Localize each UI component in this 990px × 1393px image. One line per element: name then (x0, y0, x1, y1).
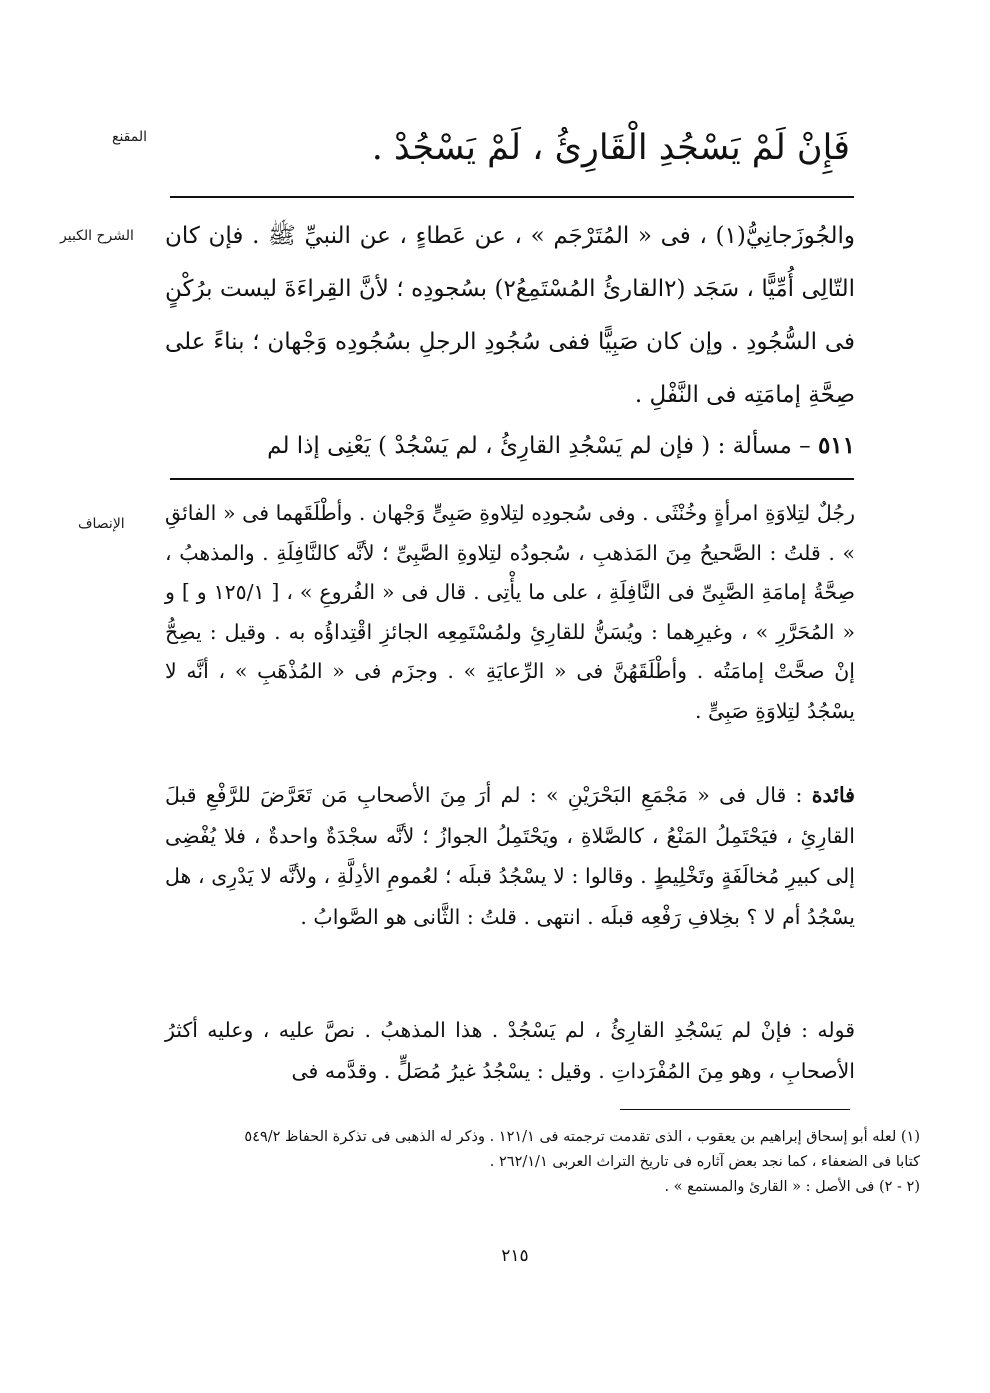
insaf-faida-paragraph (165, 775, 855, 937)
section-divider-top (170, 196, 854, 198)
muqni-text: فَإِنْ لَمْ يَسْجُدِ الْقَارِئُ ، لَمْ يَسْجُدْ . (371, 128, 850, 168)
faida-label: فائدة (811, 783, 855, 807)
sharh-masala (165, 419, 855, 473)
insaf-paragraph-1: رجُلٌ لتِلاوَةِ امرأةٍ وخُنْثَى . وفى سُجودِه لتِلاوةِ صَبِىٍّ وَجْهان . وأطْلَقَهما فى « الفائقِ » . قلتُ : الصَّحيحُ مِنَ المَذهبِ ، سُجودُه لتِلاوةِ الصَّبِىِّ ؛ لأنَّه كالنَّافِلَةِ . والمذهبُ ، صِحَّةُ إمامَةِ الصَّبِىِّ فى النَّافِلَةِ ، على ما يأْتِى . قال فى « الفُروعِ » ، [ ١٢٥/١ و ] و « المُحَرَّرِ » ، وغيرِهما : ويُسَنُّ للقارِئِ ولمُسْتَمِعِه الجائزِ اقْتِداؤُه به . وقيل : يصِحُّ إنْ صحَّتْ إمامَتُه . وأطْلَقَهُنَّ فى « الرِّعايَةِ » . وجزَم فى « المُذْهَبِ » ، أنَّه لا يسْجُدُ لتِلاوَةِ صَبِىٍّ . (165, 501, 855, 723)
page-number: ٢١٥ (501, 1246, 529, 1266)
sharh-text: والجُوزَجانِيُّ(١) ، فى « المُتَرْجَم » ، عن عَطاءٍ ، عن النبيِّ ﷺ . فإن كان التّالِى أُمِّيًّا ، سَجَد (٢القارئُ المُسْتَمِعُ٢) بسُجودِه ؛ لأنَّ القِراءَةَ ليست برُكْنٍ فى السُّجُودِ . وإن كان صَبِيًّا ففى سُجُودِ الرجلِ بسُجُودِه وَجْهان ؛ بناءً على صِحَّةِ إمامَتِه فى النَّفْلِ . (165, 223, 856, 408)
masala-number: ٥١١ (817, 432, 855, 459)
masala-text: – مسألة : ( فإن لم يَسْجُدِ القارِئُ ، لم يَسْجُدْ ) يَعْنِى إذا لم (267, 433, 818, 459)
section-divider-middle (170, 478, 854, 480)
section-label-muqni: المقنع (112, 129, 148, 145)
section-label-insaf: الإنصاف (78, 516, 125, 532)
footnote-2: (٢ - ٢) فى الأصل : « القارئ والمستمع » . (664, 1179, 920, 1195)
section-label-sharh: الشرح الكبير (60, 228, 134, 244)
footnote-1: (١) لعله أبو إسحاق إبراهيم بن يعقوب ، الذى تقدمت ترجمته فى ١٢١/١ . وذكر له الذهبى فى تذكرة الحفاظ ٥٤٩/٢ كتابا فى الضعفاء ، كما نجد بعض آثاره فى تاريخ التراث العربى ٢٦٢/١/١ . (244, 1129, 920, 1170)
footnote-divider (620, 1109, 850, 1110)
insaf-paragraph-3: قوله : فإنْ لم يَسْجُدِ القارِئُ ، لم يَسْجُدْ . هذا المذهبُ . نصَّ عليه ، وعليه أكثرُ الأصحابِ ، وهو مِنَ المُفْرَداتِ . وقيل : يسْجُدُ غيرُ مُصَلٍّ . وقدَّمه فى (165, 1018, 855, 1083)
footnotes (230, 1125, 920, 1200)
faida-text: : قال فى « مَجْمَعِ البَحْرَيْنِ » : لم أرَ مِنَ الأصحابِ مَن تَعَرَّضَ للرَّفْعِ قبلَ القارِئِ ، فيَحْتَمِلُ المَنْعُ ، كالصَّلاةِ ، ويَحْتَمِلُ الجوازُ ؛ لأنَّه سجْدَةٌ واحدةٌ ، فلا يُفْضِى إلى كبيرِ مُخالَفَةٍ وتَخْلِيطٍ . وقالوا : لا يسْجُدُ قبلَه ؛ لعُمومِ الأدِلَّةِ ، ولأنَّه لا يَدْرِى ، هل يسْجُدُ أم لا ؟ بخِلافِ رَفْعِه قبلَه . انتهى . قلتُ : الثَّانى هو الصَّوابُ . (165, 783, 855, 929)
